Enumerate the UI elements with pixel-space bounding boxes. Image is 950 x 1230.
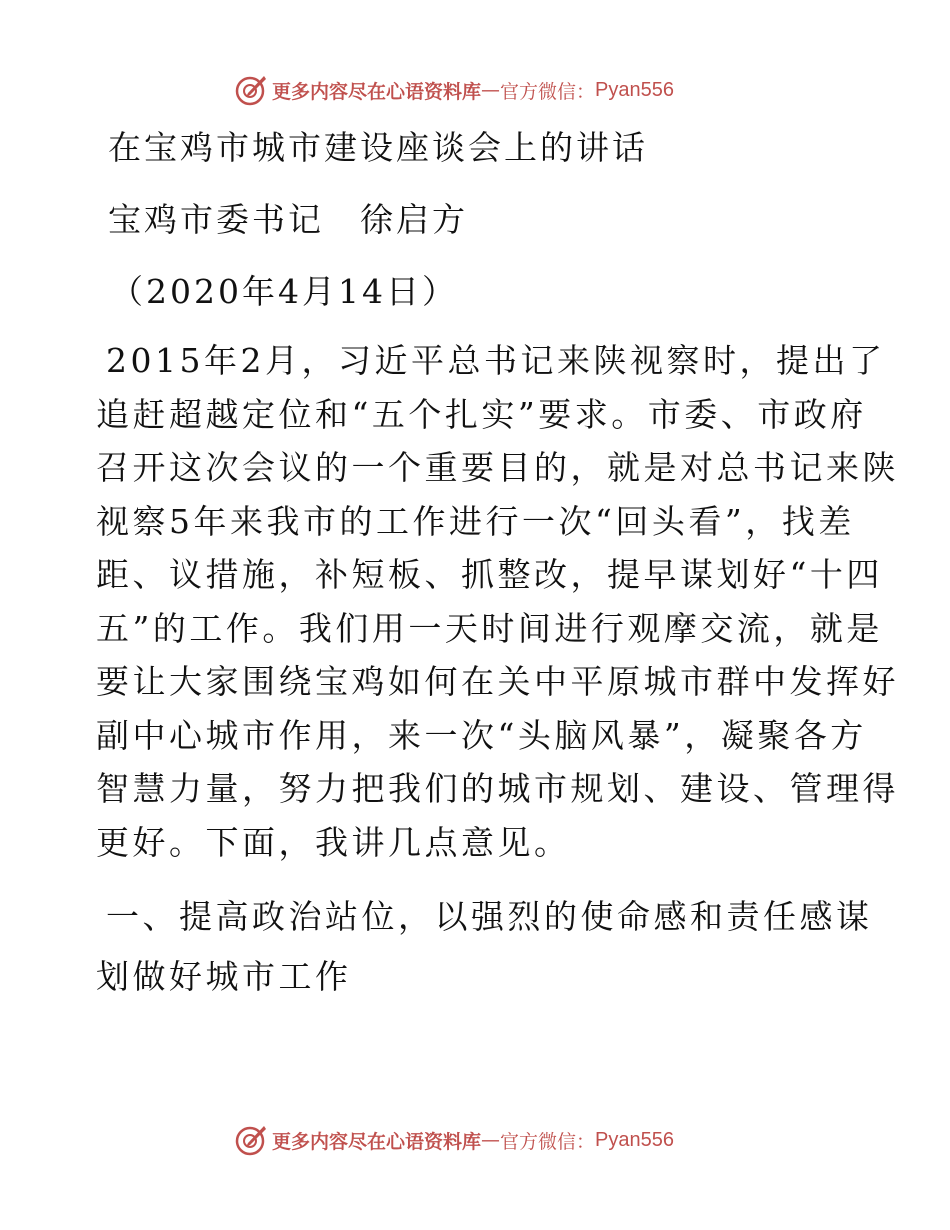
watermark-dash: — xyxy=(481,79,501,101)
heading-line: 一、提高政治站位，以强烈的使命感和责任感谋 xyxy=(106,897,873,936)
watermark-brand-text: 更多内容尽在心语资料库 xyxy=(272,80,482,103)
quill-logo-icon xyxy=(234,1123,268,1157)
paragraph-line: 智慧力量，努力把我们的城市规划、建设、管理得 xyxy=(96,769,899,808)
quill-logo-icon xyxy=(234,73,268,107)
document-body xyxy=(96,120,899,1007)
watermark-wechat-id: Pyan556 xyxy=(595,1128,674,1151)
watermark-official-label: 官方微信： xyxy=(500,1130,596,1153)
paragraph-line: 要让大家围绕宝鸡如何在关中平原城市群中发挥好 xyxy=(96,662,899,701)
document-date: （2020年4月14日） xyxy=(110,272,458,311)
paragraph-line: 更好。下面，我讲几点意见。 xyxy=(96,822,571,862)
watermark-footer xyxy=(234,1122,674,1158)
watermark-wechat-id: Pyan556 xyxy=(595,78,674,101)
watermark-header xyxy=(234,72,674,108)
paragraph-line: 五”的工作。我们用一天时间进行观摩交流，就是 xyxy=(96,608,883,648)
intro-paragraph xyxy=(96,334,899,869)
paragraph-line: 距、议措施，补短板、抓整改，提早谋划好“十四 xyxy=(96,555,883,594)
paragraph-line: 副中心城市作用，来一次“头脑风暴”，凝聚各方 xyxy=(96,715,867,755)
paragraph-line: 召开这次会议的一个重要目的，就是对总书记来陕 xyxy=(96,448,899,487)
heading-line: 划做好城市工作 xyxy=(96,957,352,996)
document-author: 宝鸡市委书记 徐启方 xyxy=(108,200,468,239)
section-heading xyxy=(96,887,873,1007)
paragraph-line: 视察5年来我市的工作进行一次“回头看”，找差 xyxy=(96,501,855,541)
paragraph-line: 2015年2月，习近平总书记来陕视察时，提出了 xyxy=(106,341,886,380)
paragraph-line: 追赶超越定位和“五个扎实”要求。市委、市政府 xyxy=(96,394,867,434)
watermark-brand-text: 更多内容尽在心语资料库 xyxy=(272,1130,482,1153)
watermark-dash: — xyxy=(481,1129,501,1151)
watermark-official-label: 官方微信： xyxy=(500,80,596,103)
document-title: 在宝鸡市城市建设座谈会上的讲话 xyxy=(108,128,648,167)
